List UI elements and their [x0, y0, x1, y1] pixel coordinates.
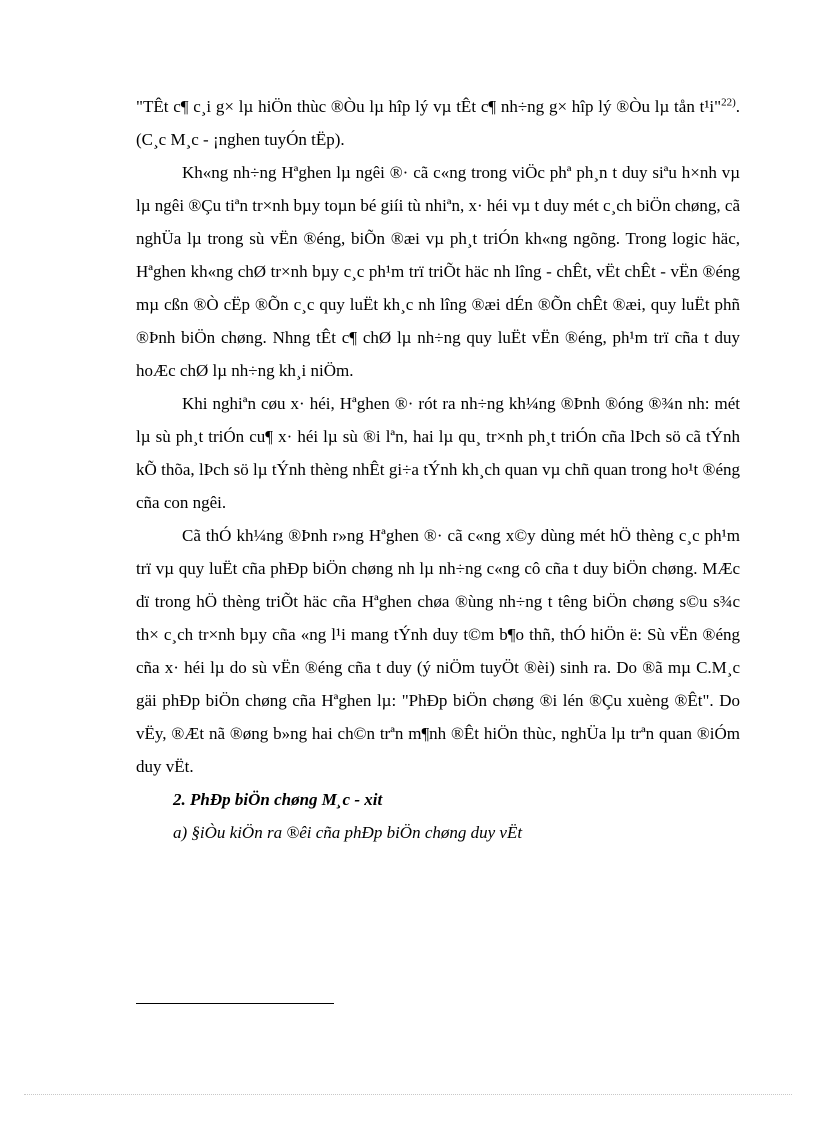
paragraph-quote: "TÊt c¶ c¸i g× lµ hiÖn thùc ®Òu lµ hîp lý vµ tÊt c¶ nh÷ng g× hîp lý ®Òu lµ tån t¹i"$^{22)}$. (C¸c M¸c - ¡nghen tuyÓn tËp). [136, 96, 740, 149]
paragraph-hegel-logic: Kh«ng nh÷ng Hªghen lµ ngêi ®· cã c«ng trong viÖc phª ph¸n t duy siªu h×nh vµ lµ ngêi ®Çu tiªn tr×nh bµy toµn bé giíi tù nhiªn, x· héi vµ t duy mét c¸ch biÖn chøng, cã nghÜa lµ trong sù vËn ®éng, biÕn ®æi vµ ph¸t triÓn kh«ng ngõng. Trong logic häc, Hªghen kh«ng chØ tr×nh bµy c¸c ph¹m trï triÕt häc nh lîng - chÊt, vËt chÊt - vËn ®éng mµ cßn ®Ò cËp ®Õn c¸c quy luËt kh¸c nh lîng ®æi dÉn ®Õn chÊt ®æi, quy luËt phñ ®Þnh biÖn chøng. Nhng tÊt c¶ chØ lµ nh÷ng quy luËt vËn ®éng, ph¹m trï cña t duy hoÆc chØ lµ nh÷ng kh¸i niÖm. [136, 163, 740, 380]
page-bottom-border [24, 1094, 792, 1095]
paragraph-hegel-system: Cã thÓ kh¼ng ®Þnh r»ng Hªghen ®· cã c«ng x©y dùng mét hÖ thèng c¸c ph¹m trï vµ quy luËt cña phÐp biÖn chøng nh lµ nh÷ng c«ng cô cña t duy biÖn chøng. MÆc dï trong hÖ thèng triÕt häc cña Hªghen chøa ®ùng nh÷ng t têng biÖn chøng s©u s¾c th× c¸ch tr×nh bµy cña «ng l¹i mang tÝnh duy t©m b¶o thñ, thÓ hiÖn ë: Sù vËn ®éng cña x· héi lµ do sù vËn ®éng cña t duy (ý niÖm tuyÖt ®èi) sinh ra. Do ®ã mµ C.M¸c gäi phÐp biÖn chøng cña Hªghen lµ: "PhÐp biÖn chøng ®i lén ®Çu xuèng ®Êt". Do vËy, ®Æt nã ®øng b»ng hai ch©n trªn m¶nh ®Êt hiÖn thùc, nghÜa lµ trªn quan ®iÓm duy vËt. [136, 526, 740, 776]
subsection-heading: a) §iÒu kiÖn ra ®êi cña phÐp biÖn chøng duy vËt [173, 823, 523, 842]
section-heading: 2. PhÐp biÖn chøng M¸c - xit [173, 790, 383, 809]
body-text [136, 90, 740, 849]
footnote-separator [136, 1003, 334, 1004]
paragraph-hegel-society: Khi nghiªn cøu x· héi, Hªghen ®· rót ra nh÷ng kh¼ng ®Þnh ®óng ®¾n nh: mét lµ sù ph¸t triÓn cu¶ x· héi lµ sù ®i lªn, hai lµ qu¸ tr×nh ph¸t triÓn cña lÞch sö cã tÝnh kÕ thõa, lÞch sö lµ tÝnh thèng nhÊt gi÷a tÝnh kh¸ch quan vµ chñ quan trong ho¹t ®éng cña con ngêi. [136, 394, 740, 512]
footnote-marker: 22) [721, 96, 736, 109]
